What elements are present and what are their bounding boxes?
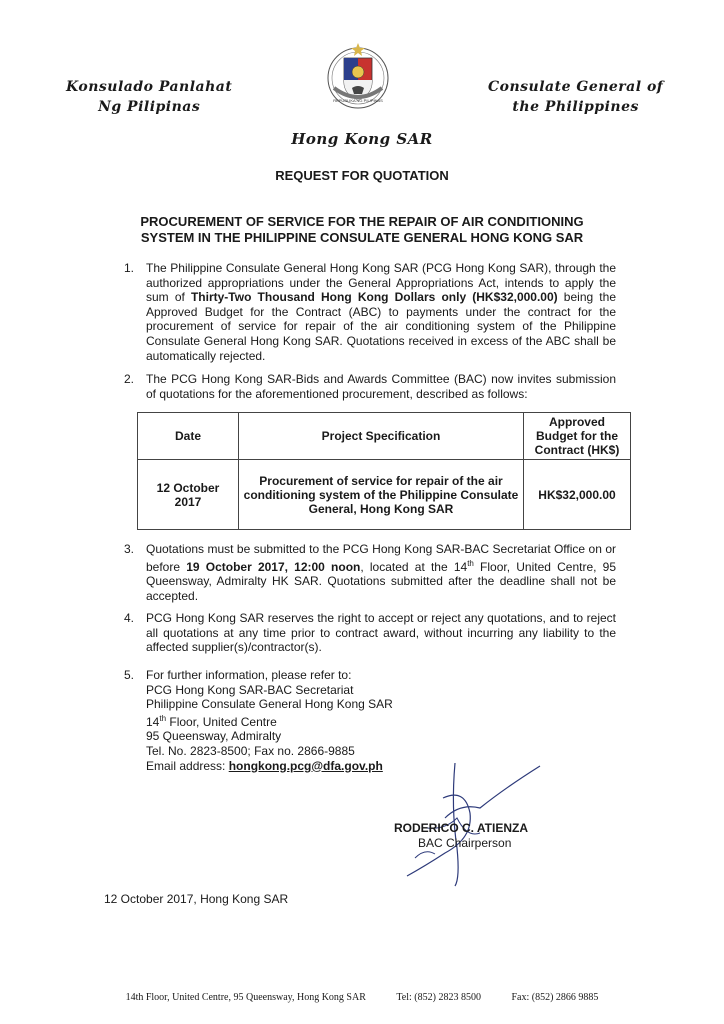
document-subtitle <box>80 214 644 246</box>
item-3-bold: 19 October 2017, 12:00 noon <box>186 559 361 574</box>
header-abc: Approved Budget for the Contract (HK$) <box>524 413 631 460</box>
item-5-text <box>146 668 616 773</box>
item-5-line6: Tel. No. 2823-8500; Fax no. 2866-9885 <box>146 743 355 758</box>
item-5-email-line <box>146 759 616 774</box>
item-3-number: 3. <box>124 542 135 556</box>
footer-tel: Tel: (852) 2823 8500 <box>396 992 481 1003</box>
item-5-line4b: Floor, United Centre <box>166 714 277 729</box>
item-5-line5: 95 Queensway, Admiralty <box>146 729 282 744</box>
item-5-line1: For further information, please refer to: <box>146 668 352 682</box>
header-right-line1: Consulate General of <box>488 79 664 95</box>
item-3-text-c: Floor, United Centre, 95 Queensway, Admiralty HK SAR. Quotations submitted after the deadline shall not be accepted. <box>146 559 617 603</box>
header-right-line2: the Philippines <box>512 99 639 115</box>
header-center: Hong Kong SAR <box>291 130 433 148</box>
item-1-number: 1. <box>124 261 135 275</box>
footer-fax: Fax: (852) 2866 9885 <box>511 992 599 1003</box>
email-label: Email address: <box>146 758 229 773</box>
footer <box>0 992 724 1003</box>
item-3-sup: th <box>467 558 474 568</box>
subtitle-line1: PROCUREMENT OF SERVICE FOR THE REPAIR OF AIR CONDITIONING <box>140 214 584 229</box>
item-1-text-a: The Philippine Consulate General Hong Kong SAR (PCG Hong Kong SAR), through the authorized appropriations under the General Appropriations Act, intends to apply the sum of <box>146 261 616 305</box>
header-left <box>66 77 232 117</box>
header-date: Date <box>138 413 239 460</box>
item-5-number: 5. <box>124 668 135 682</box>
item-5-line3: Philippine Consulate General Hong Kong SAR <box>146 697 393 712</box>
row-abc: HK$32,000.00 <box>524 460 631 530</box>
item-5-line2: PCG Hong Kong SAR-BAC Secretariat <box>146 682 354 697</box>
signatory-name: RODERICO C. ATIENZA <box>394 821 528 835</box>
item-3-text <box>146 542 616 603</box>
item-1-bold: Thirty-Two Thousand Hong Kong Dollars only (HK$32,000.00) <box>190 290 558 305</box>
item-2-text: The PCG Hong Kong SAR-Bids and Awards Committee (BAC) now invites submission of quotations for the aforementioned procurement, described as follows: <box>146 372 616 401</box>
item-4-text: PCG Hong Kong SAR reserves the right to accept or reject any quotations, and to reject all quotations at any time prior to contract award, without incurring any liability to the affected supplier(s)/contractor(s). <box>146 611 616 655</box>
header-spec: Project Specification <box>239 413 524 460</box>
table-row <box>138 460 631 530</box>
procurement-table <box>137 412 631 530</box>
row-spec: Procurement of service for repair of the air conditioning system of the Philippine Consulate General, Hong Kong SAR <box>239 460 524 530</box>
date-place: 12 October 2017, Hong Kong SAR <box>104 892 289 906</box>
item-1-text-b: being the Approved Budget for the Contract (ABC) to payments under the contract for the procurement of service for repair of the air conditioning system of the Philippine Consulate General Hong Kong SAR. Quotations received in excess of the ABC shall be automatically rejected. <box>146 290 616 363</box>
header-right <box>488 77 663 117</box>
item-5-line4 <box>146 712 616 730</box>
item-5-line4a: 14 <box>146 714 160 729</box>
item-2-number: 2. <box>124 372 135 386</box>
document-title: REQUEST FOR QUOTATION <box>275 168 449 183</box>
item-1-text <box>146 261 616 363</box>
item-3-text-a: Quotations must be submitted to the PCG Hong Kong SAR-BAC Secretariat Office on or before <box>146 542 616 574</box>
item-4-number: 4. <box>124 611 135 625</box>
seal-text: REPUBLIKA NG PILIPINAS <box>333 98 383 103</box>
header-left-line2: Ng Pilipinas <box>98 99 201 115</box>
subtitle-line2: SYSTEM IN THE PHILIPPINE CONSULATE GENERAL HONG KONG SAR <box>140 230 584 245</box>
signatory-title: BAC Chairperson <box>418 836 512 850</box>
email-link[interactable]: hongkong.pcg@dfa.gov.ph <box>228 758 383 773</box>
table-header-row <box>138 413 631 460</box>
item-5-line4sup: th <box>159 713 167 723</box>
row-date: 12 October 2017 <box>138 460 239 530</box>
footer-address: 14th Floor, United Centre, 95 Queensway, Hong Kong SAR <box>125 992 366 1003</box>
item-3-text-b: , located at the 14 <box>360 559 468 574</box>
header-left-line1: Konsulado Panlahat <box>66 79 233 95</box>
